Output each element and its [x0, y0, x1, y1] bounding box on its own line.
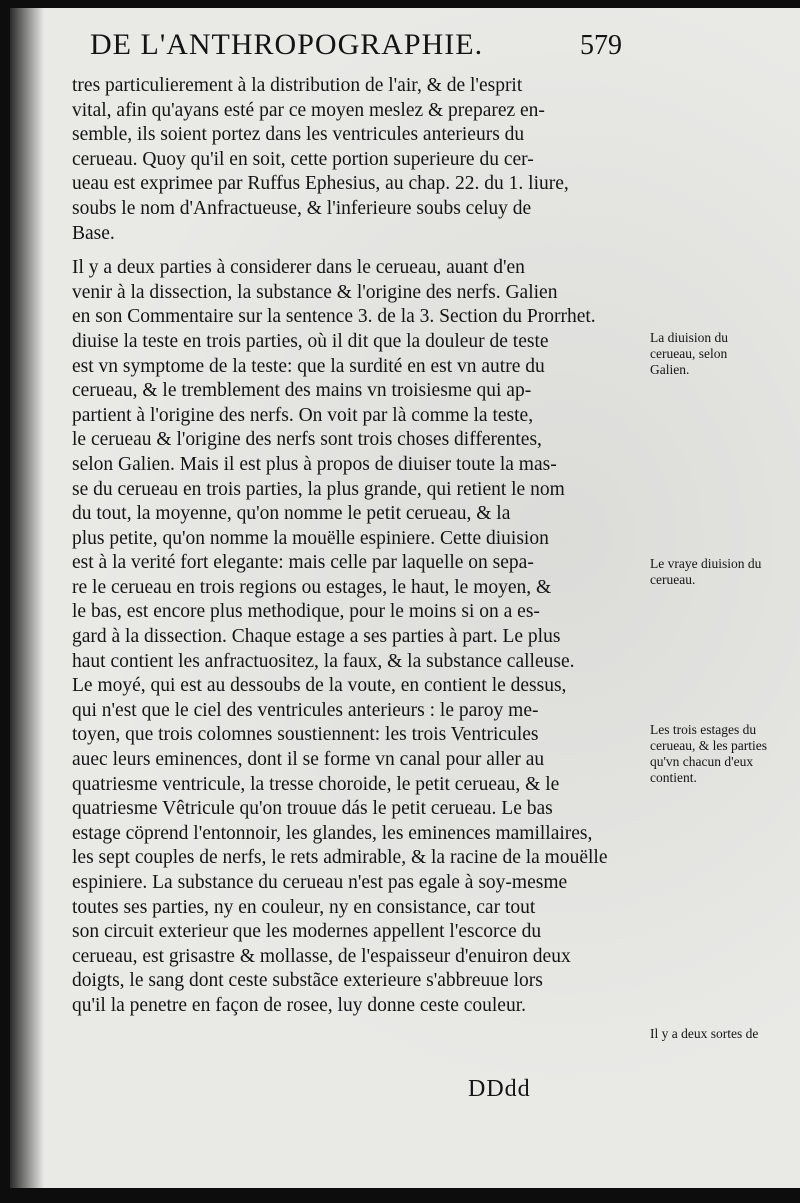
text-line: se du cerueau en trois parties, la plus grande, qui retient le nom	[72, 478, 565, 500]
margin-note-galien-division: La diuision du cerueau, selon Galien.	[650, 330, 728, 377]
text-line: cerueau, & le tremblement des mains vn troisiesme qui ap-	[72, 380, 532, 402]
text-line: plus petite, qu'on nomme la mouëlle espiniere. Cette diuision	[72, 527, 549, 549]
margin-note-true-division: Le vraye diuision du cerueau.	[650, 556, 762, 587]
text-line: soubs le nom d'Anfractueuse, & l'inferieure soubs celuy de	[72, 197, 532, 219]
book-page	[10, 8, 800, 1188]
text-line: les sept couples de nerfs, le rets admirable, & la racine de la mouëlle	[72, 847, 608, 869]
text-line: espiniere. La substance du cerueau n'est pas egale à soy-mesme	[72, 872, 568, 893]
text-line: estage cöprend l'entonnoir, les glandes, les eminences mamillaires,	[72, 822, 593, 844]
text-line: est à la verité fort elegante: mais celle par laquelle on sepa-	[72, 552, 534, 574]
text-line: Le moyé, qui est au dessoubs de la voute, en contient le dessus,	[72, 675, 567, 697]
text-line: toyen, que trois colomnes soustiennent: les trois Ventricules	[72, 724, 539, 746]
text-line: gard à la dissection. Chaque estage a ses parties à part. Le plus	[72, 626, 561, 648]
text-line: venir à la dissection, la substance & l'origine des nerfs. Galien	[72, 281, 558, 303]
page-number: 579	[580, 30, 622, 61]
text-line: doigts, le sang dont ceste substãce exterieure s'abbreuue lors	[72, 970, 543, 992]
margin-note-three-stages: Les trois estages du cerueau, & les parties qu'vn chacun d'eux contient.	[650, 722, 767, 785]
text-line: vital, afin qu'ayans esté par ce moyen meslez & preparez en-	[72, 99, 545, 121]
text-line: le bas, est encore plus methodique, pour le moins si on a es-	[72, 601, 540, 623]
paragraph-1	[72, 74, 662, 246]
text-line: quatriesme Vêtricule qu'on trouue dás le petit cerueau. Le bas	[72, 798, 553, 820]
text-line: toutes ses parties, ny en couleur, ny en consistance, car tout	[72, 896, 536, 918]
running-title: DE L'ANTHROPOGRAPHIE.	[90, 28, 484, 61]
text-line: le cerueau & l'origine des nerfs sont trois choses differentes,	[72, 429, 542, 451]
text-line: est vn symptome de la teste: que la surdité en est vn autre du	[72, 355, 545, 377]
text-line: quatriesme ventricule, la tresse choroide, le petit cerueau, & le	[72, 773, 560, 795]
text-line: auec leurs eminences, dont il se forme vn canal pour aller au	[72, 749, 545, 771]
paragraph-2	[72, 256, 662, 1018]
text-line: haut contient les anfractuositez, la faux, & la substance calleuse.	[72, 650, 575, 672]
text-line: Base.	[72, 222, 115, 244]
text-line: qu'il la penetre en façon de rosee, luy donne ceste couleur.	[72, 994, 526, 1016]
text-line: du tout, la moyenne, qu'on nomme le petit cerueau, & la	[72, 503, 511, 525]
text-line: qui n'est que le ciel des ventricules anterieurs : le paroy me-	[72, 699, 539, 721]
page-spine-shadow	[10, 8, 44, 1188]
text-line: diuise la teste en trois parties, où il dit que la douleur de teste	[72, 330, 549, 352]
text-line: en son Commentaire sur la sentence 3. de la 3. Section du Prorrhet.	[72, 306, 596, 328]
text-line: cerueau, est grisastre & mollasse, de l'espaisseur d'enuiron deux	[72, 945, 571, 967]
text-line: semble, ils soient portez dans les ventricules anterieurs du	[72, 124, 525, 146]
text-line: Il y a deux parties à considerer dans le cerueau, auant d'en	[72, 257, 525, 279]
signature-mark: DDdd	[468, 1076, 531, 1102]
text-line: cerueau. Quoy qu'il en soit, cette portion superieure du cer-	[72, 148, 534, 170]
text-line: partient à l'origine des nerfs. On voit par là comme la teste,	[72, 404, 534, 426]
text-line: selon Galien. Mais il est plus à propos de diuiser toute la mas-	[72, 453, 557, 475]
text-line: tres particulierement à la distribution de l'air, & de l'esprit	[72, 75, 523, 96]
main-text-block	[72, 74, 662, 1019]
margin-note-two-sorts: Il y a deux sortes de	[650, 1026, 759, 1041]
text-line: ueau est exprimee par Ruffus Ephesius, au chap. 22. du 1. liure,	[72, 173, 569, 195]
text-line: son circuit exterieur que les modernes appellent l'escorce du	[72, 921, 542, 943]
text-line: re le cerueau en trois regions ou estages, le haut, le moyen, &	[72, 576, 552, 598]
